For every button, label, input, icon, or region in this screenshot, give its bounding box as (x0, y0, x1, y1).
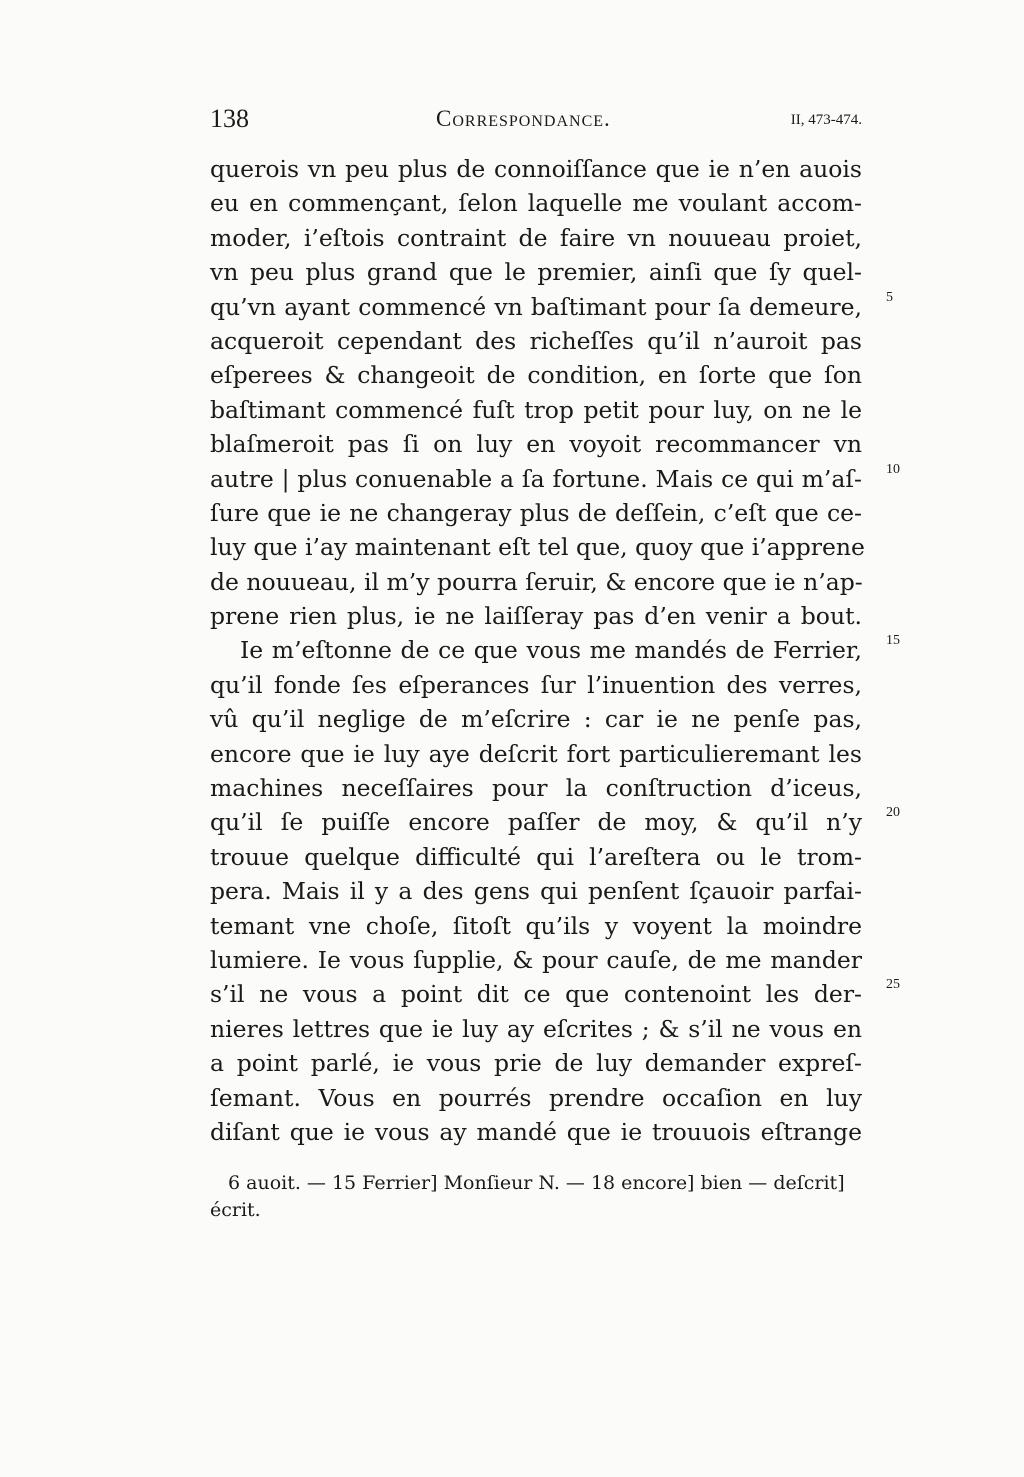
line-number: 20 (886, 805, 900, 821)
text-line: qu’vn ayant commencé vn baſtimant pour ſa demeure, (210, 292, 862, 321)
text-line: diſant que ie vous ay mandé que ie trouuois eſtrange (210, 1117, 862, 1146)
running-title: Correspondance. (436, 106, 611, 131)
text-line: autre | plus conuenable a ſa fortune. Mais ce qui m’aſ- (210, 464, 862, 493)
text-line: qu’il fonde ſes eſperances ſur l’inuention des verres, (210, 670, 862, 699)
text-line: vû qu’il neglige de m’eſcrire : car ie ne penſe pas, (210, 705, 862, 734)
line-number: 15 (886, 633, 900, 649)
line-number: 5 (886, 289, 893, 305)
footnote (210, 1170, 870, 1224)
text-line: nieres lettres que ie luy ay eſcrites ; & s’il ne vous en (210, 1014, 862, 1043)
text-line: ſure que ie ne changeray plus de deſſein, c’eſt que ce- (210, 498, 862, 527)
text-line: s’il ne vous a point dit ce que contenoint les der- (210, 980, 862, 1009)
text-line: prene rien plus, ie ne laiſſeray pas d’en venir a bout. (210, 602, 862, 631)
text-line: luy que i’ay maintenant eſt tel que, quoy que i’apprene (210, 533, 865, 562)
text-line: moder, i’eſtois contraint de faire vn nouueau proiet, (210, 223, 862, 252)
footnote-line: 6 auoit. — 15 Ferrier] Monſieur N. — 18 encore] bien — deſcrit] (228, 1172, 845, 1194)
page-number: 138 (210, 104, 249, 133)
text-line: Ie m’eſtonne de ce que vous me mandés de Ferrier, (240, 636, 862, 665)
text-line: temant vne choſe, ſitoſt qu’ils y voyent la moindre (210, 911, 862, 940)
text-line: lumiere. Ie vous ſupplie, & pour cauſe, de me mander (210, 945, 862, 974)
text-line: eſperees & changeoit de condition, en ſorte que ſon (210, 361, 862, 390)
line-number: 25 (886, 977, 900, 993)
text-line: machines neceſſaires pour la conſtruction d’iceus, (210, 774, 862, 803)
text-line: ſemant. Vous en pourrés prendre occaſion en luy (210, 1083, 862, 1112)
body-text (210, 152, 910, 1149)
footnote-line: écrit. (210, 1199, 261, 1221)
text-line: a point parlé, ie vous prie de luy demander expreſ- (210, 1049, 862, 1078)
text-line: eu en commençant, ſelon laquelle me voulant accom- (210, 189, 862, 218)
text-line: querois vn peu plus de connoiſſance que ie n’en auois (210, 155, 862, 183)
text-line: acqueroit cependant des richeſſes qu’il n’auroit pas (210, 326, 862, 355)
page-header (210, 104, 862, 136)
text-line: qu’il ſe puiſſe encore paſſer de moy, & qu’il n’y (210, 808, 862, 837)
line-number: 10 (886, 461, 900, 477)
text-line: vn peu plus grand que le premier, ainſi que ſy quel- (210, 258, 862, 287)
text-line: pera. Mais il y a des gens qui penſent ſçauoir parfai- (210, 877, 862, 906)
page-reference: II, 473-474. (790, 112, 862, 128)
text-line: blaſmeroit pas ſi on luy en voyoit recommancer vn (210, 430, 862, 459)
text-line: baſtimant commencé fuſt trop petit pour luy, on ne le (210, 395, 862, 424)
text-line: trouue quelque difficulté qui l’areſtera ou le trom- (210, 842, 862, 871)
text-line: encore que ie luy aye deſcrit fort particulieremant les (210, 739, 862, 768)
text-line: de nouueau, il m’y pourra ſeruir, & encore que ie n’ap- (210, 567, 863, 596)
